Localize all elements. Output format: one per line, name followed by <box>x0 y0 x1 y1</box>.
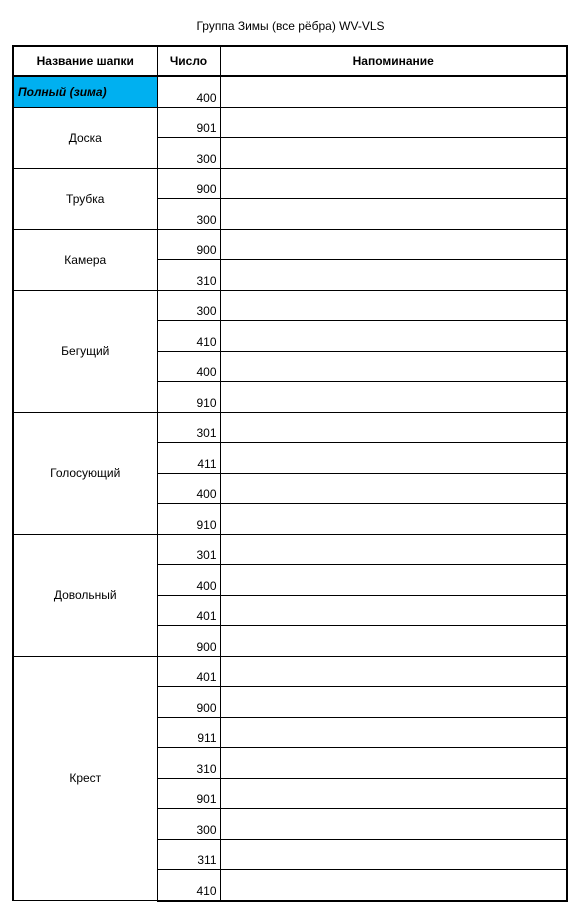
table-body <box>13 76 567 901</box>
number-cell: 401 <box>157 656 220 687</box>
table-row <box>13 107 567 138</box>
number-cell: 411 <box>157 443 220 474</box>
sheet-title: Группа Зимы (все рёбра) WV-VLS <box>196 19 385 33</box>
number-cell: 300 <box>157 809 220 840</box>
header-number: Число <box>157 46 220 76</box>
number-cell: 300 <box>157 138 220 169</box>
number-cell: 300 <box>157 199 220 230</box>
header-row <box>13 46 567 76</box>
number-cell: 311 <box>157 839 220 870</box>
note-cell[interactable] <box>220 809 567 840</box>
number-cell: 400 <box>157 351 220 382</box>
note-cell[interactable] <box>220 473 567 504</box>
header-note: Напоминание <box>220 46 567 76</box>
number-cell: 400 <box>157 565 220 596</box>
note-cell[interactable] <box>220 199 567 230</box>
note-cell[interactable] <box>220 321 567 352</box>
note-cell[interactable] <box>220 76 567 107</box>
note-cell[interactable] <box>220 870 567 901</box>
table-row <box>13 656 567 687</box>
note-cell[interactable] <box>220 778 567 809</box>
note-cell[interactable] <box>220 412 567 443</box>
hat-name-cell: Камера <box>13 229 157 290</box>
number-cell: 901 <box>157 778 220 809</box>
number-cell: 410 <box>157 321 220 352</box>
note-cell[interactable] <box>220 260 567 291</box>
number-cell: 900 <box>157 626 220 657</box>
note-cell[interactable] <box>220 138 567 169</box>
table-row <box>13 412 567 443</box>
number-cell: 310 <box>157 260 220 291</box>
number-cell: 900 <box>157 168 220 199</box>
table-row <box>13 534 567 565</box>
hat-name-cell: Голосующий <box>13 412 157 534</box>
note-cell[interactable] <box>220 687 567 718</box>
number-cell: 410 <box>157 870 220 901</box>
note-cell[interactable] <box>220 534 567 565</box>
number-cell: 301 <box>157 534 220 565</box>
number-cell: 911 <box>157 717 220 748</box>
hat-name-cell: Полный (зима) <box>13 76 157 107</box>
hat-name-cell: Доска <box>13 107 157 168</box>
table-row <box>13 290 567 321</box>
note-cell[interactable] <box>220 565 567 596</box>
note-cell[interactable] <box>220 504 567 535</box>
note-cell[interactable] <box>220 351 567 382</box>
number-cell: 400 <box>157 76 220 107</box>
table-row <box>13 168 567 199</box>
note-cell[interactable] <box>220 717 567 748</box>
note-cell[interactable] <box>220 748 567 779</box>
note-cell[interactable] <box>220 656 567 687</box>
number-cell: 900 <box>157 229 220 260</box>
header-name: Название шапки <box>13 46 157 76</box>
note-cell[interactable] <box>220 107 567 138</box>
number-cell: 310 <box>157 748 220 779</box>
hats-table <box>12 45 568 902</box>
hat-name-cell: Трубка <box>13 168 157 229</box>
hat-name-cell: Крест <box>13 656 157 901</box>
table-row <box>13 76 567 107</box>
note-cell[interactable] <box>220 382 567 413</box>
hat-name-cell: Довольный <box>13 534 157 656</box>
number-cell: 900 <box>157 687 220 718</box>
number-cell: 301 <box>157 412 220 443</box>
number-cell: 300 <box>157 290 220 321</box>
number-cell: 910 <box>157 504 220 535</box>
number-cell: 901 <box>157 107 220 138</box>
note-cell[interactable] <box>220 229 567 260</box>
table-row <box>13 229 567 260</box>
number-cell: 910 <box>157 382 220 413</box>
note-cell[interactable] <box>220 290 567 321</box>
note-cell[interactable] <box>220 168 567 199</box>
number-cell: 400 <box>157 473 220 504</box>
note-cell[interactable] <box>220 443 567 474</box>
note-cell[interactable] <box>220 839 567 870</box>
note-cell[interactable] <box>220 626 567 657</box>
note-cell[interactable] <box>220 595 567 626</box>
hat-name-cell: Бегущий <box>13 290 157 412</box>
number-cell: 401 <box>157 595 220 626</box>
